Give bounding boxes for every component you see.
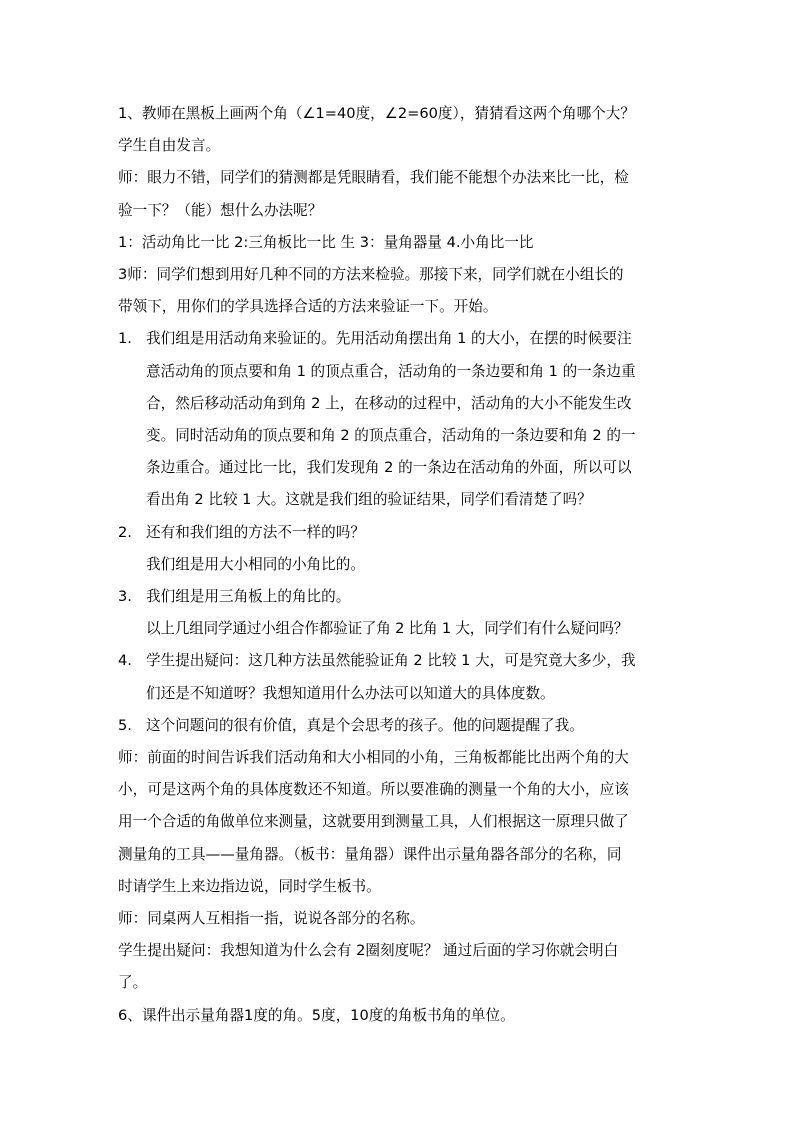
closing-3-line-2: 了。 [118,974,148,992]
list-item-1-line-3: 合，然后移动活动角到角 2 上，在移动的过程中，活动角的大小不能发生改 [146,394,632,412]
closing-1-line-1: 师：前面的时间告诉我们活动角和大小相同的小角，三角板都能比出两个角的大 [118,749,629,767]
list-number: 3. [118,588,132,606]
list-item-2-line-1: 还有和我们组的方法不一样的吗？ [146,523,365,541]
paragraph-1: 1、教师在黑板上画两个角（∠1=40度，∠2=60度），猜猜看这两个角哪个大？ [118,105,635,122]
list-item-4-line-2: 们还是不知道呀？我想知道用什么办法可以知道大的具体度数。 [146,684,555,702]
list-number: 2. [118,523,132,541]
closing-1-line-5: 时请学生上来边指边说，同时学生板书。 [118,877,381,895]
list-item-3 [118,581,678,613]
list-number: 4. [118,652,132,670]
closing-1-line-4: 测量角的工具——量角器。（板书：量角器）课件出示量角器各部分的名称，同 [118,845,622,863]
list-item-1-line-1: 我们组是用活动角来验证的。先用活动角摆出角 1 的大小，在摆的时候要注 [146,330,632,348]
paragraph-3-line-1: 师：眼力不错，同学们的猜测都是凭眼睛看，我们能不能想个办法来比一比，检 [118,169,629,187]
list-item-1-line-6: 看出角 2 比较 1 大。这就是我们组的验证结果，同学们看清楚了吗？ [146,491,592,509]
list-item-3-line-1: 我们组是用三角板上的角比的。 [146,588,351,606]
paragraph-3-line-2: 验一下？（能）想什么办法呢？ [118,201,323,219]
document-page [118,98,678,1032]
closing-1-line-3: 用一个合适的角做单位来测量，这就要用到测量工具，人们根据这一原理只做了 [118,813,629,831]
closing-2: 师：同桌两人互相指一指，说说各部分的名称。 [118,910,425,928]
list-item-1-line-2: 意活动角的顶点要和角 1 的顶点重合，活动角的一条边要和角 1 的一条边重 [146,362,636,380]
closing-4: 6、课件出示量角器1度的角。5度，10度的角板书角的单位。 [118,1006,515,1024]
closing-3-line-1: 学生提出疑问：我想知道为什么会有 2圈刻度呢？ 通过后面的学习你就会明白 [118,942,619,960]
list-item-1-line-5: 条边重合。通过比一比，我们发现角 2 的一条边在活动角的外面，所以可以 [146,459,632,477]
list-item-2-followup: 我们组是用大小相同的小角比的。 [146,555,365,573]
paragraph-5-line-1: 3师：同学们想到用好几种不同的方法来检验。那接下来，同学们就在小组长的 [118,266,624,284]
list-item-1-line-4: 变。同时活动角的顶点要和角 2 的顶点重合，活动角的一条边要和角 2 的一 [146,427,636,445]
list-item-5-line-1: 这个问题问的很有价值，真是个会思考的孩子。他的问题提醒了我。 [146,716,584,734]
list-item-3-followup: 以上几组同学通过小组合作都验证了角 2 比角 1 大，同学们有什么疑问吗？ [146,620,629,638]
paragraph-2: 学生自由发言。 [118,137,221,155]
list-item-2 [118,517,678,549]
list-item-4-line-1: 学生提出疑问：这几种方法虽然能验证角 2 比较 1 大，可是究竟大多少，我 [146,652,636,670]
list-item-4 [118,645,678,709]
list-item-5 [118,710,678,742]
list-number: 5. [118,716,132,734]
list-number: 1. [118,330,132,348]
closing-1-line-2: 小，可是这两个角的具体度数还不知道。所以要准确的测量一个角的大小，应该 [118,781,629,799]
list-item-1 [118,323,678,516]
paragraph-5-line-2: 带领下，用你们的学具选择合适的方法来验证一下。开始。 [118,298,498,316]
paragraph-4: 1：活动角比一比 2:三角板比一比 生 3：量角器量 4.小角比一比 [118,233,534,251]
